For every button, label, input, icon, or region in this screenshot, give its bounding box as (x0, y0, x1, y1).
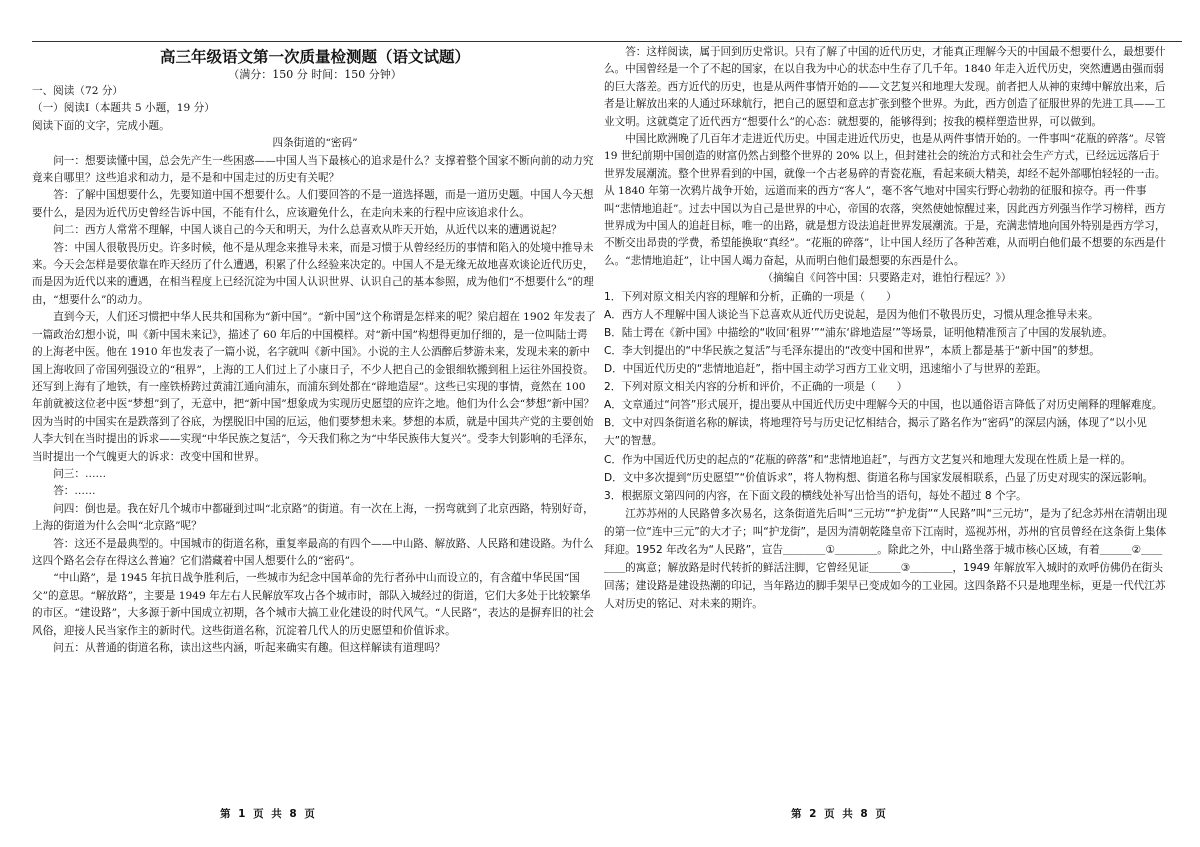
subsection-heading: （一）阅读Ⅰ（本题共 5 小题，19 分） (32, 102, 215, 115)
article-paragraph: 答：了解中国想要什么，先要知道中国不想要什么。人们要回答的不是一道选择题，而是一道历史题。中国人今天想要什么，是因为近代历史曾经告诉中国，不能有什么，应该避免什么，在走向未来的行程中应该追求什么。 (32, 189, 594, 219)
article-paragraph: 答：中国人很敬畏历史。许多时候，他不是从理念来推导未来，而是习惯于从曾经经历的事情和陷入的处境中推导未来。今天会怎样是要依靠在昨天经历了什么遭遇，积累了什么经验来决定的。中国人不是无缘无故地喜欢谈论近代历史，而是因为近代以来的遭遇，在相当程度上已经沉淀为中国人认识世界、认识自己的基本参照，成为他们“不想要什么”的理由，“想要什么”的动力。 (32, 241, 594, 306)
question-option: A．文章通过“问答”形式展开，提出要从中国近代历史中理解今天的中国，也以通俗语言降低了对历史阐释的理解难度。 (604, 399, 1163, 412)
top-rule (32, 41, 1182, 42)
article-paragraph: 问五：从普通的街道名称，读出这些内涵，听起来确实有趣。但这样解读有道理吗？ (53, 642, 446, 654)
question-option: C．作为中国近代历史的起点的“花瓶的碎落”和“悲情地追赶”，与西方文艺复兴和地理大发现在性质上是一样的。 (604, 453, 1132, 466)
article-paragraph: 答：这还不是最典型的。中国城市的街道名称，重复率最高的有四个——中山路、解放路、人民路和建设路。为什么这四个路名会存在得这么普遍？它们潜藏着中国人想要什么的“密码”。 (32, 537, 594, 567)
page-number-right: 第 2 页 共 8 页 (791, 808, 886, 820)
question-option: B．陆士谔在《新中国》中描绘的“收回‘租界’”“浦东‘辟地造屋’”等场景，证明他精准预言了中国的发展轨迹。 (604, 326, 1113, 339)
article-paragraph: 答：…… (53, 485, 96, 498)
question-option: A．西方人不理解中国人谈论当下总喜欢从近代历史说起，是因为他们不敬畏历史，习惯从理念推导未来。 (604, 308, 1099, 321)
question-option: C．李大钊提出的“中华民族之复活”与毛泽东提出的“改变中国和世界”，本质上都是基于“新中国”的梦想。 (604, 344, 1100, 357)
page-number-left: 第 1 页 共 8 页 (220, 808, 315, 820)
exam-title: 高三年级语文第一次质量检测题（语文试题） (159, 48, 470, 66)
article-paragraph: 答：这样阅读，属于回到历史常识。只有了解了中国的近代历史，才能真正理解今天的中国最不想要什么，最想要什么。中国曾经是一个了不起的国家，在以自我为中心的状态中生存了几千年。1840 年走入近代历史，突然遭遇由强而弱的巨大落差。西方近代的历史，也是从两件事情开始的——文艺复兴和地理大发现。前者把人从神的束缚中解放出来，后者是让解放出来的人通过环球航行，把自己的愿望和意志扩张到整个世界。为此，西方创造了征服世界的先进工具——工业文明。这就奠定了近代西方“想要什么”的心态：就想要的，能够得到；按我的模样塑造世界，可以做到。 (604, 46, 1166, 128)
article-title: 四条街道的“密码” (272, 137, 358, 150)
right-column (604, 44, 1170, 613)
question-3-passage: 江苏苏州的人民路曾多次易名，这条街道先后叫“三元坊”“护龙街”“人民路”叫“三元坊”，是为了纪念苏州在清朝出现的第一位“连中三元”的大才子；叫“护龙街”，是因为清朝乾隆皇帝下江南时，巡视苏州，苏州的官员曾经在这条街上集体拜迎。1952 年改名为“人民路”，宣告＿＿＿＿①＿＿＿＿。除此之外，中山路坐落于城市核心区域，有着＿＿＿②＿＿＿＿的寓意；解放路是时代转折的鲜活注脚，它曾经见证＿＿＿③＿＿＿＿，1949 年解放军入城时的欢呼仿佛仍在街头回荡；建设路是建设热潮的印记，当年路边的脚手架早已变成如今的工业园。这四条路不只是地理坐标，更是一代代江苏人对历史的铭记、对未来的期许。 (604, 507, 1167, 611)
article-paragraph: 直到今天，人们还习惯把中华人民共和国称为“新中国”。“新中国”这个称谓是怎样来的呢？梁启超在 1902 年发表了一篇政治幻想小说，叫《新中国未来记》，描述了 60 年后的中国模样。对“新中国”构想得更加仔细的，是一位叫陆士谔的上海老中医。他在 1910 年也发表了一篇小说，名字就叫《新中国》。小说的主人公酒醉后梦游未来，发现未来的新中国上海收回了帝国列强设立的“租界”，上海的工人们过上了小康日子，不少人把自己的金银细软搬到租上运往外国投资。还写到上海有了地铁，有一座铁桥跨过黄浦江通向浦东，而浦东到处都在“辟地造屋”。这些已实现的事情，竟然在 100 年前就被这位老中医“梦想”到了，无意中，把“新中国”想象成为实现历史愿望的应许之地。他们为什么会“梦想”新中国？因为当时的中国实在是跌落到了谷底，为摆脱旧中国的厄运，他们要梦想未来。梦想的本质，就是中国共产党的主要创始人李大钊在当时提出的诉求——实现“中华民族之复活”，今天我们称之为“中华民族伟大复兴”。受李大钊影响的毛泽东，当时提出一个气魄更大的诉求：改变中国和世界。 (32, 311, 596, 463)
article-paragraph: “中山路”，是 1945 年抗日战争胜利后，一些城市为纪念中国革命的先行者孙中山而设立的，有含蕴中华民国“国父”的意思。“解放路”，主要是 1949 年左右人民解放军攻占各个城市时，部队入城经过的街道，它们大多处于比较繁华的市区。“建设路”，大多源于新中国成立初期，各个城市大搞工业化建设的时代风气。“人民路”，表达的是摒弃旧的社会风俗，迎接人民当家作主的新时代。这些街道名称，沉淀着几代人的历史愿望和价值诉求。 (32, 572, 594, 637)
left-column (32, 44, 598, 657)
question-2-stem: 2．下列对原文相关内容的分析和评价，不正确的一项是（ ） (604, 381, 908, 394)
question-3-stem: 3．根据原文第四问的内容，在下面文段的横线处补写出恰当的语句，每处不超过 8 个字。 (604, 489, 1027, 502)
article-paragraph: 中国比欧洲晚了几百年才走进近代历史。中国走进近代历史，也是从两件事情开始的。一件事叫“花瓶的碎落”。尽管 19 世纪前期中国创造的财富仍然占到整个世界的 20% 以上，但封建社会的统治方式和社会生产方式，已经远远落后于世界发展潮流。整个世界看到的中国，就像一个古老易碎的青瓷花瓶，看起来硕大精美，却经不起外部哪怕轻轻的一击。从 1840 年第一次鸦片战争开始，远道而来的西方“客人”，毫不客气地对中国实行野心勃勃的征服和掠夺。再一件事叫“悲情地追赶”。过去中国以为自己是世界的中心，帝国的农落，突然使她惊醒过来，因此西方列强当作学习榜样，西方世界成为中国人的追赶目标，唯一的出路，就是想方设法追赶世界发展潮流。于是，充满悲情地向国外特别是西方学习，不断交出昂贵的学费，希望能换取“真经”。“花瓶的碎落”，让中国人经历了各种苦难，从而明白他们最不想要的东西是什么。“悲情地追赶”，让中国人竭力奋起，从而明白他们最想要的东西是什么。 (604, 133, 1166, 267)
exam-subtitle: （满分：150 分 时间：150 分钟） (228, 68, 402, 81)
article-paragraph: 问二：西方人常常不理解，中国人谈自己的今天和明天，为什么总喜欢从昨天开始，从近代以来的遭遇说起？ (53, 224, 562, 237)
article-paragraph: 问一：想要读懂中国，总会先产生一些困惑——中国人当下最核心的追求是什么？支撑着整个国家不断向前的动力究竟来自哪里？这些追求和动力，是不是和中国走过的历史有关呢？ (32, 154, 594, 185)
article-source: （摘编自《问答中国：只要路走对，谁怕行程远？》） (762, 272, 1012, 285)
section-heading: 一、阅读（72 分） (32, 85, 124, 97)
question-1-stem: 1．下列对原文相关内容的理解和分析，正确的一项是（ ） (604, 290, 897, 303)
question-option: B．文中对四条街道名称的解读，将地理符号与历史记忆相结合，揭示了路名作为“密码”的深层内涵，体现了“以小见大”的智慧。 (604, 417, 1147, 448)
article-paragraph: 问三：…… (53, 467, 107, 480)
question-option: D．文中多次提到“历史愿望”“价值诉求”，将人物构想、街道名称与国家发展相联系，凸显了历史对现实的深远影响。 (604, 471, 1154, 484)
article-paragraph: 问四：倒也是。我在好几个城市中都碰到过叫“北京路”的街道。有一次在上海，一拐弯就到了北京西路，特别好奇，上海的街道为什么会叫“北京路”呢？ (32, 502, 594, 533)
reading-instruction: 阅读下面的文字，完成小题。 (32, 119, 170, 132)
question-option: D．中国近代历史的“悲情地追赶”，指中国主动学习西方工业文明，迅速缩小了与世界的差距。 (604, 363, 1047, 376)
